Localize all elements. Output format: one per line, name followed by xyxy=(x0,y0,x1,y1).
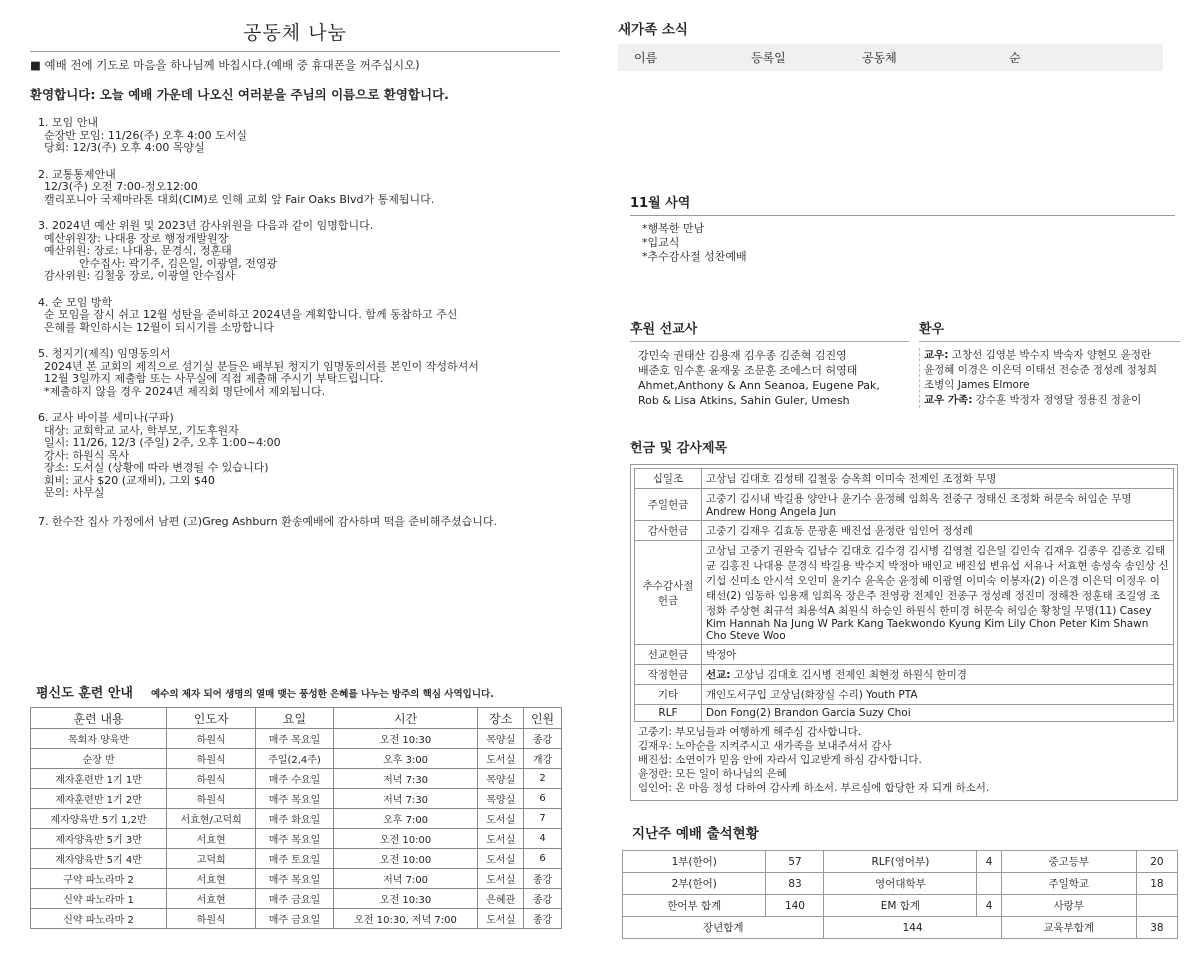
right-page xyxy=(618,18,1178,71)
announcement-heading: 3. 2024년 예산 위원 및 2023년 감사위원을 다음과 같이 임명합니다. xyxy=(38,219,374,232)
training-cell: 목양실 xyxy=(478,789,524,809)
patient-list xyxy=(919,348,1180,408)
training-header-cell: 인도자 xyxy=(167,708,256,729)
attendance-title: 지난주 예배 출석현황 xyxy=(632,826,759,842)
attendance-cell: 1부(한어) xyxy=(623,851,766,873)
welcome-text: 환영합니다: 오늘 예배 가운데 나오신 여러분을 주님의 이름으로 환영합니다. xyxy=(30,87,449,102)
announcement-item xyxy=(30,117,560,155)
training-row xyxy=(31,749,562,769)
announcement-heading: 7. 한수잔 집사 가정에서 남편 (고)Greg Ashburn 환송예배에 감사하며 떡을 준비해주셨습니다. xyxy=(38,514,497,528)
training-cell: 6 xyxy=(524,849,562,869)
patient-label: 교우 가족: xyxy=(923,394,973,406)
training-cell: 오후 3:00 xyxy=(333,749,478,769)
announcement-line: 12/3(주) 오전 7:00-정오12:00 xyxy=(44,180,198,193)
offering-names-text: Don Fong(2) Brandon Garcia Suzy Choi xyxy=(706,707,911,719)
training-cell: 하원식 xyxy=(167,789,256,809)
announcement-line: 일시: 11/26, 12/3 (주일) 2주, 오후 1:00~4:00 xyxy=(44,436,281,449)
announcement-line: 순 모임을 잠시 쉬고 12월 성탄을 준비하고 2024년을 계획합니다. 함께 동참하고 주신 xyxy=(44,308,458,321)
training-cell: 도서실 xyxy=(478,809,524,829)
training-cell: 제자훈련반 1기 2반 xyxy=(31,789,167,809)
attendance-cell: 2부(한어) xyxy=(623,873,766,895)
training-cell: 주일(2,4주) xyxy=(256,749,334,769)
training-cell: 오후 7:00 xyxy=(333,809,478,829)
training-row xyxy=(31,809,562,829)
announcement-line: 순장반 모임: 11/26(주) 오후 4:00 도서실 xyxy=(44,128,248,142)
training-header-cell: 장소 xyxy=(478,708,524,729)
training-cell: 서효현/고덕희 xyxy=(167,809,256,829)
training-cell: 제자양육반 5기 3반 xyxy=(31,829,167,849)
training-cell: 도서실 xyxy=(478,909,524,929)
attendance-cell: 4 xyxy=(977,895,1001,917)
training-cell: 목양실 xyxy=(478,729,524,749)
november-list xyxy=(642,222,1175,264)
announcement-heading: 6. 교사 바이블 세미나(구파) xyxy=(38,411,174,424)
training-cell: 오전 10:00 xyxy=(333,829,478,849)
training-cell: 매주 화요일 xyxy=(256,809,334,829)
attendance-cell: 140 xyxy=(766,895,824,917)
missionary-line: 배준호 임수훈 윤재웅 조문훈 조에스더 허영태 xyxy=(638,364,858,377)
training-cell: 종강 xyxy=(524,869,562,889)
attendance-cell: 중고등부 xyxy=(1001,851,1136,873)
attendance-row xyxy=(623,895,1178,917)
announcement-line: 대상: 교회학교 교사, 학부모, 기도후원자 xyxy=(44,423,239,437)
offering-names xyxy=(702,521,1174,541)
announcement-item xyxy=(30,348,560,398)
announcement-line: 감사위원: 김철웅 장로, 이광열 안수집사 xyxy=(44,269,236,282)
training-table xyxy=(30,707,562,929)
training-cell: 오전 10:00 xyxy=(333,849,478,869)
training-row xyxy=(31,729,562,749)
announcement-line: 당회: 12/3(주) 오후 4:00 목양실 xyxy=(44,141,205,154)
november-item: *행복한 만남 xyxy=(642,222,705,235)
notice: ■ 예배 전에 기도로 마음을 하나님께 바칩시다.(예배 중 휴대폰을 꺼주십시오) xyxy=(30,58,420,72)
training-cell: 개강 xyxy=(524,749,562,769)
training-header-cell: 인원 xyxy=(524,708,562,729)
missionary-patient-section xyxy=(630,318,1180,408)
attendance-cell: 83 xyxy=(766,873,824,895)
missionary-line: 강민숙 권태산 김용재 김우종 김준혁 김진영 xyxy=(638,349,847,362)
training-cell: 매주 목요일 xyxy=(256,729,334,749)
attendance-cell: 장년합계 xyxy=(623,917,824,939)
announcement-item xyxy=(30,412,560,500)
training-row xyxy=(31,829,562,849)
training-cell: 저녁 7:00 xyxy=(333,869,478,889)
thanks-item: 김재우: 노아순을 지켜주시고 새가족을 보내주셔서 감사 xyxy=(638,740,892,752)
offering-row xyxy=(635,645,1174,665)
announcement-line: 예산위원: 장로: 나대용, 문경식, 정훈태 xyxy=(44,244,232,257)
offering-row xyxy=(635,521,1174,541)
training-cell: 저녁 7:30 xyxy=(333,789,478,809)
training-cell: 제자양육반 5기 1,2반 xyxy=(31,809,167,829)
training-cell: 신약 파노라마 2 xyxy=(31,909,167,929)
thanks-item: 윤정란: 모든 일이 하나님의 은혜 xyxy=(638,768,787,780)
training-cell: 하원식 xyxy=(167,729,256,749)
training-row xyxy=(31,889,562,909)
offering-names xyxy=(702,685,1174,705)
offering-row xyxy=(635,541,1174,645)
offering-label: 선교헌금 xyxy=(635,645,702,665)
training-cell: 7 xyxy=(524,809,562,829)
offering-label: 십일조 xyxy=(635,469,702,489)
attendance-total-row xyxy=(623,917,1178,939)
training-title: 평신도 훈련 안내 xyxy=(36,686,133,701)
offering-names-text: 개인도서구입 고상님(화장실 수리) Youth PTA xyxy=(706,689,918,701)
training-row xyxy=(31,849,562,869)
training-cell: 도서실 xyxy=(478,749,524,769)
training-cell: 목회자 양육반 xyxy=(31,729,167,749)
training-cell: 매주 금요일 xyxy=(256,909,334,929)
training-cell: 목양실 xyxy=(478,769,524,789)
training-cell: 서효현 xyxy=(167,889,256,909)
training-cell: 2 xyxy=(524,769,562,789)
offering-label: 주일헌금 xyxy=(635,489,702,521)
col-date: 등록일 xyxy=(751,51,786,65)
november-title: 11월 사역 xyxy=(630,192,1175,216)
training-cell: 오전 10:30 xyxy=(333,729,478,749)
offering-row xyxy=(635,705,1174,722)
offering-names xyxy=(702,489,1174,521)
announcement-line: 캘리포니아 국제마라톤 대회(CIM)로 인해 교회 앞 Fair Oaks Blvd가 통제됩니다. xyxy=(44,192,435,206)
title-divider xyxy=(30,51,560,52)
offering-names-text: 박정아 xyxy=(706,649,737,661)
training-cell: 6 xyxy=(524,789,562,809)
training-row xyxy=(31,769,562,789)
training-cell: 매주 수요일 xyxy=(256,769,334,789)
november-item: *입교식 xyxy=(642,236,680,249)
training-cell: 도서실 xyxy=(478,849,524,869)
training-row xyxy=(31,869,562,889)
training-cell: 서효현 xyxy=(167,869,256,889)
patient-line: 강수훈 박정자 정영달 정용진 정윤이 xyxy=(972,394,1142,406)
patient-line: 조병익 James Elmore xyxy=(923,379,1030,391)
offering-row xyxy=(635,665,1174,685)
attendance-cell: 57 xyxy=(766,851,824,873)
announcement-heading: 2. 교통통제안내 xyxy=(38,167,116,181)
training-cell: 종강 xyxy=(524,729,562,749)
attendance-cell: RLF(영어부) xyxy=(824,851,977,873)
offering-label: 작정헌금 xyxy=(635,665,702,685)
offering-row xyxy=(635,489,1174,521)
attendance-cell: 사랑부 xyxy=(1001,895,1136,917)
attendance-row xyxy=(623,873,1178,895)
announcement-heading: 5. 청지기(제직) 임명동의서 xyxy=(38,347,171,360)
attendance-cell: 영어대학부 xyxy=(824,873,977,895)
offering-names xyxy=(702,541,1174,645)
announcement-item xyxy=(30,516,560,529)
announcement-item xyxy=(30,220,560,283)
offering-names-text: 고상님 김대호 김성태 김철웅 승옥희 이미숙 전제인 조정화 무명 xyxy=(706,473,997,485)
announcement-line: 안수집사: 곽기주, 김은일, 이광열, 전영광 xyxy=(44,256,278,270)
offering-label: RLF xyxy=(635,705,702,722)
announcement-line: 12월 3일까지 제출함 또는 사무실에 직접 제출해 주시기 부탁드립니다. xyxy=(44,372,384,385)
thanks-item: 고중기: 부모님들과 여행하게 해주심 감사합니다. xyxy=(638,726,862,738)
offering-section xyxy=(630,437,1178,801)
announcement-line: 회비: 교사 $20 (교재비), 그외 $40 xyxy=(44,473,215,487)
training-cell: 4 xyxy=(524,829,562,849)
patient-block xyxy=(919,318,1180,408)
missionary-title: 후원 선교사 xyxy=(630,318,909,342)
announcement-item xyxy=(30,169,560,207)
training-cell: 서효현 xyxy=(167,829,256,849)
november-section xyxy=(630,192,1175,264)
training-cell: 순장 반 xyxy=(31,749,167,769)
offering-row xyxy=(635,469,1174,489)
announcement-line: 강사: 하원식 목사 xyxy=(44,448,130,462)
training-cell: 하원식 xyxy=(167,909,256,929)
missionary-line: Ahmet,Anthony & Ann Seanoa, Eugene Pak, xyxy=(638,379,880,392)
patient-label: 교우: xyxy=(923,349,949,361)
attendance-table xyxy=(622,850,1178,939)
training-cell: 도서실 xyxy=(478,829,524,849)
attendance-cell xyxy=(1136,895,1177,917)
training-cell: 하원식 xyxy=(167,769,256,789)
training-subtitle: 예수의 제자 되어 생명의 열매 맺는 풍성한 은혜를 나누는 방주의 핵심 사역입니다. xyxy=(150,689,494,700)
offering-names-text: 고상님 고중기 권완숙 김남수 김대호 김수경 김시병 김영철 김은일 김인숙 김재우 김종우 김종호 김태균 김홍진 나대용 문경식 박길용 박수지 박정아 배인교 배진섭 변유섭 서유나 서효현 송성숙 송인상 신기섭 신미소 안시석 오인미 윤기수 윤옥순 윤정혜 이광열 이미숙 이봉자(2) 이은경 이은덕 이정우 이태선(2) 임동하 임용재 임희옥 장은주 전영광 전제인 전종구 정성례 정진미 정해찬 정훈태 조길영 조정화 주상현 최규석 최용석A 최원식 하승인 하원식 한미경 허문숙 허임순 황창일 무명(11) Casey Kim Hannah Na Jung W Park Kang Taekwondo Kyung Kim Lily Chon Peter Kim Shawn Cho Steve Woo xyxy=(706,545,1169,642)
offering-label: 감사헌금 xyxy=(635,521,702,541)
offering-label: 추수감사절 헌금 xyxy=(635,541,702,645)
training-cell: 매주 목요일 xyxy=(256,829,334,849)
attendance-section xyxy=(622,822,1178,939)
announcement-list xyxy=(30,117,560,528)
offering-names-text: 고상님 김대호 김시병 전제인 최현정 하원식 한미경 xyxy=(730,669,967,681)
announcement-heading: 4. 순 모임 방학 xyxy=(38,295,113,309)
col-community: 공동체 xyxy=(862,51,897,65)
november-item: *추수감사절 성찬예배 xyxy=(642,250,747,263)
announcement-item xyxy=(30,297,560,335)
training-header-cell: 훈련 내용 xyxy=(31,708,167,729)
attendance-cell: 4 xyxy=(977,851,1001,873)
training-cell: 매주 토요일 xyxy=(256,849,334,869)
attendance-cell: 한어부 합계 xyxy=(623,895,766,917)
announcement-line: 2024년 본 교회의 제직으로 섬기실 분들은 배부된 청지기 임명동의서를 본인이 작성하셔서 xyxy=(44,359,479,373)
attendance-row xyxy=(623,851,1178,873)
page-title: 공동체 나눔 xyxy=(243,22,347,44)
left-page xyxy=(30,14,560,528)
announcement-line: 은혜를 확인하시는 12월이 되시기를 소망합니다 xyxy=(44,320,274,334)
attendance-cell: 144 xyxy=(824,917,1001,939)
newfamily-title: 새가족 소식 xyxy=(618,22,688,38)
offering-names xyxy=(702,469,1174,489)
missionary-list xyxy=(638,348,909,408)
attendance-cell: 20 xyxy=(1136,851,1177,873)
offering-box xyxy=(630,464,1178,801)
attendance-cell: 18 xyxy=(1136,873,1177,895)
col-soon: 순 xyxy=(1009,51,1021,65)
training-cell: 하원식 xyxy=(167,749,256,769)
training-cell: 제자훈련반 1기 1반 xyxy=(31,769,167,789)
training-cell: 신약 파노라마 1 xyxy=(31,889,167,909)
training-cell: 고덕희 xyxy=(167,849,256,869)
thanks-item: 임인어: 온 마음 정성 다하여 감사케 하소서. 부르심에 합당한 자 되게 하소서. xyxy=(638,782,990,794)
training-row xyxy=(31,909,562,929)
attendance-cell: 주일학교 xyxy=(1001,873,1136,895)
missionary-block xyxy=(630,318,909,408)
training-header-cell: 요일 xyxy=(256,708,334,729)
training-cell: 매주 목요일 xyxy=(256,869,334,889)
training-cell: 매주 금요일 xyxy=(256,889,334,909)
announcement-line: *제출하지 않을 경우 2024년 제직회 명단에서 제외됩니다. xyxy=(44,384,326,398)
training-cell: 제자양육반 5기 4반 xyxy=(31,849,167,869)
training-cell: 구약 파노라마 2 xyxy=(31,869,167,889)
thanks-item: 배진섭: 소연이가 믿음 안에 자라서 입교받게 하심 감사합니다. xyxy=(638,754,922,766)
offering-label: 기타 xyxy=(635,685,702,705)
training-header-cell: 시간 xyxy=(333,708,478,729)
announcement-line: 예산위원장: 나대용 장로 행정개발원장 xyxy=(44,231,229,245)
offering-row xyxy=(635,685,1174,705)
announcement-line: 장소: 도서실 (상황에 따라 변경될 수 있습니다) xyxy=(44,461,269,474)
training-cell: 오전 10:30, 저녁 7:00 xyxy=(333,909,478,929)
offering-names xyxy=(702,705,1174,722)
thanks-list xyxy=(634,722,1174,797)
offering-names xyxy=(702,665,1174,685)
training-cell: 종강 xyxy=(524,909,562,929)
offering-names-prefix: 선교: xyxy=(706,669,731,681)
patient-line: 고창선 김영분 박수지 박숙자 양현모 윤정란 xyxy=(948,349,1152,361)
offering-names-text: 고중기 김시내 박길용 양안나 윤기수 윤정혜 임희옥 전중구 정태신 조정화 허문숙 허임순 무명 Andrew Hong Angela Jun xyxy=(706,493,1132,518)
attendance-cell: 교육부합계 xyxy=(1001,917,1136,939)
patient-title: 환우 xyxy=(919,318,1180,342)
training-cell: 저녁 7:30 xyxy=(333,769,478,789)
training-section xyxy=(30,682,562,929)
offering-names xyxy=(702,645,1174,665)
attendance-cell: EM 합계 xyxy=(824,895,977,917)
training-row xyxy=(31,789,562,809)
newfamily-header xyxy=(618,44,1163,71)
attendance-cell: 38 xyxy=(1136,917,1177,939)
training-cell: 도서실 xyxy=(478,869,524,889)
announcement-heading: 1. 모임 안내 xyxy=(38,116,98,129)
offering-names-text: 고중기 김재우 김효동 문광훈 배진섭 윤정란 임인어 정성례 xyxy=(706,525,973,537)
col-name: 이름 xyxy=(634,51,658,65)
training-cell: 오전 10:30 xyxy=(333,889,478,909)
missionary-line: Rob & Lisa Atkins, Sahin Guler, Umesh xyxy=(638,394,850,407)
offering-title: 헌금 및 감사제목 xyxy=(630,441,727,456)
offering-table xyxy=(634,468,1174,722)
patient-line: 윤정혜 이경은 이은덕 이태선 전승준 정성례 정청희 xyxy=(923,364,1157,376)
training-cell: 매주 목요일 xyxy=(256,789,334,809)
announcement-line: 문의: 사무실 xyxy=(44,486,105,499)
training-cell: 은혜관 xyxy=(478,889,524,909)
attendance-cell xyxy=(977,873,1001,895)
training-cell: 종강 xyxy=(524,889,562,909)
